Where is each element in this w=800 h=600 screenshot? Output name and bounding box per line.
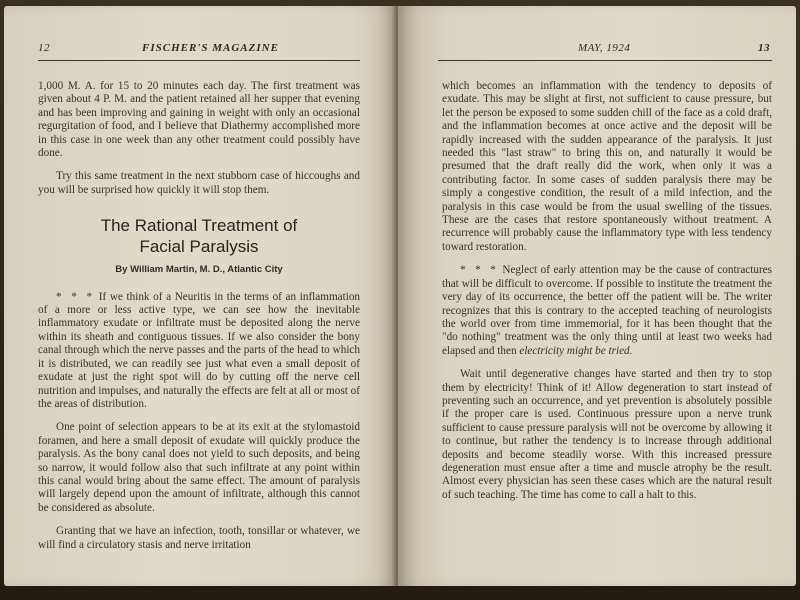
article-title-line-1: The Rational Treatment of: [100, 216, 298, 236]
right-body: [442, 80, 772, 512]
right-paragraph-2-text: Neglect of early attention may be the cause of contractures that will be difficult to overcome. If possible to institute the treatment the very day of its occurrence, the better off the patient will be. The writer recognizes that this is contrary to the accepted teaching of neurologists the world over from time immemorial, for it has been thought that the "do nothing" treatment was the only thing until at least two weeks had elapsed and then: [442, 264, 772, 357]
right-paragraph-3: Wait until degenerative changes have started and then try to stop them by electricity! Think of it! Allow degeneration to start instead of preventing such an occurrence, and yet prevention is absolutely possible if the proper care is used. Continuous pressure upon a nerve trunk sufficient to cause pressure paralysis will not be overcome by allowing it to continue, but rather the tendency is to increase through additional deposits and become steadily worse. With this increased pressure degeneration must ensue after a time and muscle atrophy be the result. Almost every physician has seen these cases which are the natural result of such teaching. The time has come to call a halt to this.: [442, 368, 772, 501]
left-page-number: 12: [38, 42, 50, 54]
article-paragraph-3: Granting that we have an infection, tooth, tonsillar or whatever, we will find a circulatory stasis and nerve irritation: [38, 525, 360, 551]
right-page-number: 13: [758, 42, 770, 54]
left-running-head: FISCHER'S MAGAZINE: [142, 42, 279, 54]
article-title-line-2: Facial Paralysis: [139, 237, 259, 257]
left-page: [4, 6, 396, 586]
right-page: [398, 6, 796, 586]
right-header-rule: [438, 60, 772, 61]
article-paragraph-1: [38, 291, 360, 412]
right-running-head: MAY, 1924: [578, 42, 631, 54]
right-paragraph-1: which becomes an inflammation with the tendency to deposits of exudate. This may be slight at first, not sufficient to cause pressure, but let the person be exposed to some sudden chill of the face as a cold draft, and the inflammation becomes at once active and the deposit will be rapidly increased with the sudden appearance of the paralysis. It just needed this "last straw" to bring this on, and naturally it would be presumed that the draft really did the work, when only it was a contributing factor. In some cases of sudden paralysis there may be simply a congestive condition, the result of a mild infection, and the paralysis in this case would be from the usual swelling of the tissues. These are the cases that restore spontaneously without treatment. A recurrence will probably cause the inflammatory type with less tendency toward restoration.: [442, 80, 772, 253]
left-paragraph-1: 1,000 M. A. for 15 to 20 minutes each day. The first treatment was given about 4 P. M. and the patient retained all her supper that evening and has been improving and gaining in weight with only an occasional regurgitation of food, and I believe that Diathermy accomplished more in this case in one week than any other treatment could possibly have done.: [38, 80, 360, 160]
right-paragraph-2: [442, 264, 772, 358]
right-paragraph-2-italic: electricity might be tried.: [519, 344, 633, 357]
article-byline: By William Martin, M. D., Atlantic City: [115, 264, 283, 276]
article-paragraph-2: One point of selection appears to be at its exit at the stylomastoid foramen, and here a small deposit of exudate will quickly produce the paralysis. As the bony canal does not yield to such deposits, and being so narrow, it would follow also that such infiltrate at any point within this canal would bring about the same effect. The amount of paralysis will largely depend upon the amount of infiltrate, although this cannot be considered as absolute.: [38, 421, 360, 514]
left-body: [38, 80, 360, 562]
article-title: [38, 215, 360, 257]
article-paragraph-1-text: If we think of a Neuritis in the terms of an inflammation of a more or less active type, we can see how the inevitable inflammatory exudate or infiltrate must be deposited along the nerve within its sheath and contiguous tissues. If we also consider the bony canal through which the nerve passes and the parts of the head to which it is distributed, we can readily see just what even a small deposit of exudate at just the right spot will do by cutting off the nerve cell nutrition and impulses, and naturally the effects are felt at all or most of the areas of distribution.: [38, 290, 361, 410]
left-paragraph-2: Try this same treatment in the next stubborn case of hiccoughs and you will be surprised how quickly it will stop them.: [38, 170, 360, 196]
article-stars: * * *: [56, 290, 96, 303]
left-header-rule: [38, 60, 360, 61]
right-stars: * * *: [460, 264, 499, 277]
